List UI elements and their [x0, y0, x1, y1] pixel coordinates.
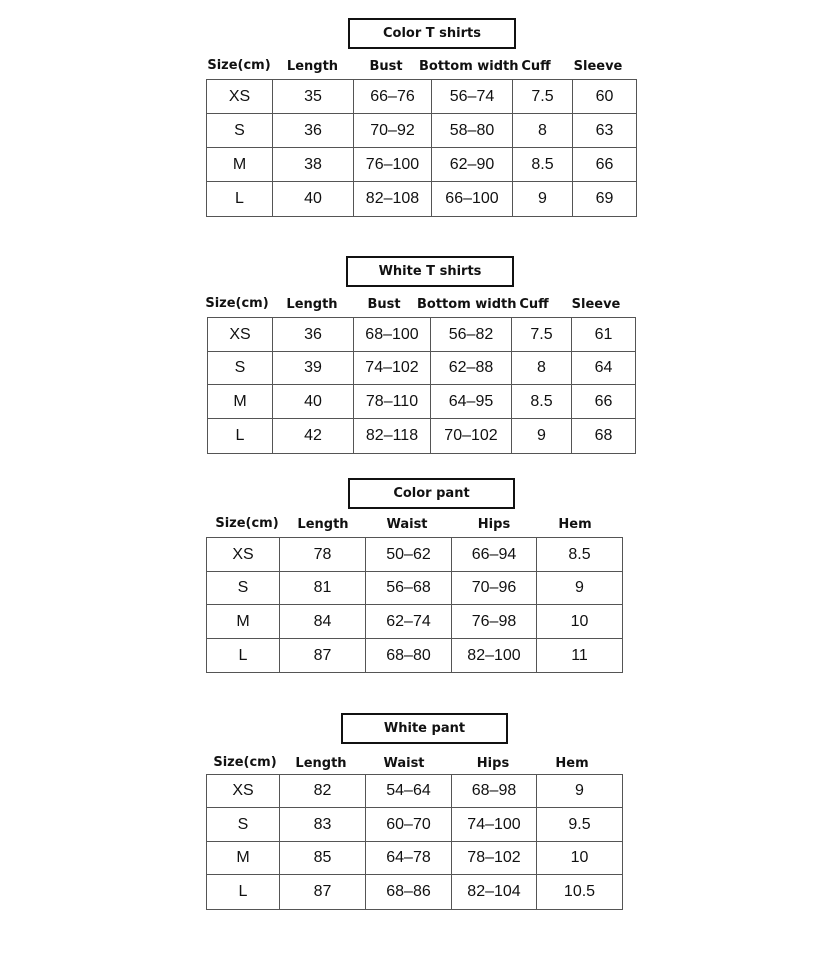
bust-cell: 74–102	[354, 352, 431, 385]
hips-cell: 82–100	[452, 639, 537, 673]
white-tshirts-header-bust: Bust	[367, 297, 401, 312]
white-pant-title: White pant	[341, 713, 508, 744]
size-cell: S	[208, 352, 273, 385]
size-cell: XS	[207, 538, 280, 572]
table-row	[207, 808, 623, 842]
length-cell: 36	[273, 114, 354, 148]
length-cell: 42	[273, 419, 354, 454]
table-row	[207, 538, 623, 572]
waist-cell: 64–78	[366, 842, 452, 875]
bottom-width-cell: 58–80	[432, 114, 513, 148]
table-row	[208, 352, 636, 385]
size-cell: XS	[207, 775, 280, 808]
waist-cell: 50–62	[366, 538, 452, 572]
waist-cell: 62–74	[366, 605, 452, 639]
length-cell: 35	[273, 80, 354, 114]
size-cell: M	[208, 385, 273, 419]
color-tshirts-title: Color T shirts	[348, 18, 516, 49]
hips-cell: 68–98	[452, 775, 537, 808]
hem-cell: 8.5	[537, 538, 623, 572]
length-cell: 40	[273, 182, 354, 217]
color-pant-table	[206, 537, 623, 673]
sleeve-cell: 64	[572, 352, 636, 385]
waist-cell: 60–70	[366, 808, 452, 842]
cuff-cell: 9	[512, 419, 572, 454]
hem-cell: 10	[537, 605, 623, 639]
sleeve-cell: 66	[573, 148, 637, 182]
color-pant-title: Color pant	[348, 478, 515, 509]
table-row	[207, 775, 623, 808]
cuff-cell: 7.5	[512, 318, 572, 352]
sleeve-cell: 69	[573, 182, 637, 217]
waist-cell: 54–64	[366, 775, 452, 808]
length-cell: 81	[280, 572, 366, 605]
cuff-cell: 8	[512, 352, 572, 385]
length-cell: 85	[280, 842, 366, 875]
table-row	[208, 419, 636, 454]
bust-cell: 82–118	[354, 419, 431, 454]
color-pant-header-length: Length	[297, 517, 349, 532]
color-pant-header-size: Size(cm)	[215, 516, 279, 531]
white-tshirts-header-length: Length	[286, 297, 338, 312]
bust-cell: 66–76	[354, 80, 432, 114]
color-tshirts-header-size: Size(cm)	[207, 58, 271, 73]
table-row	[208, 385, 636, 419]
table-row	[207, 639, 623, 673]
length-cell: 38	[273, 148, 354, 182]
size-cell: XS	[208, 318, 273, 352]
size-cell: L	[208, 419, 273, 454]
white-pant-header-hips: Hips	[476, 756, 510, 771]
cuff-cell: 7.5	[513, 80, 573, 114]
bottom-width-cell: 56–82	[431, 318, 512, 352]
size-cell: L	[207, 182, 273, 217]
white-tshirts-header-cuff: Cuff	[519, 297, 549, 312]
size-cell: M	[207, 148, 273, 182]
length-cell: 84	[280, 605, 366, 639]
bottom-width-cell: 70–102	[431, 419, 512, 454]
hem-cell: 9.5	[537, 808, 623, 842]
bust-cell: 70–92	[354, 114, 432, 148]
cuff-cell: 8.5	[513, 148, 573, 182]
size-cell: S	[207, 808, 280, 842]
hem-cell: 10	[537, 842, 623, 875]
table-row	[207, 605, 623, 639]
table-row	[207, 80, 637, 114]
sleeve-cell: 68	[572, 419, 636, 454]
bottom-width-cell: 66–100	[432, 182, 513, 217]
waist-cell: 68–80	[366, 639, 452, 673]
length-cell: 83	[280, 808, 366, 842]
white-tshirts-header-sleeve: Sleeve	[571, 297, 621, 312]
size-cell: M	[207, 842, 280, 875]
bust-cell: 82–108	[354, 182, 432, 217]
white-tshirts-table	[207, 317, 636, 454]
white-tshirts-header-size: Size(cm)	[205, 296, 269, 311]
size-cell: M	[207, 605, 280, 639]
white-tshirts-header-bottom-width: Bottom width	[417, 297, 517, 312]
white-pant-header-waist: Waist	[383, 756, 425, 771]
hem-cell: 9	[537, 775, 623, 808]
bottom-width-cell: 62–88	[431, 352, 512, 385]
length-cell: 82	[280, 775, 366, 808]
bust-cell: 76–100	[354, 148, 432, 182]
cuff-cell: 8.5	[512, 385, 572, 419]
color-pant-header-hem: Hem	[558, 517, 592, 532]
bottom-width-cell: 56–74	[432, 80, 513, 114]
white-pant-header-size: Size(cm)	[213, 755, 277, 770]
sleeve-cell: 61	[572, 318, 636, 352]
cuff-cell: 9	[513, 182, 573, 217]
length-cell: 87	[280, 875, 366, 910]
length-cell: 36	[273, 318, 354, 352]
size-cell: S	[207, 572, 280, 605]
hem-cell: 9	[537, 572, 623, 605]
color-tshirts-header-length: Length	[286, 59, 339, 74]
hips-cell: 78–102	[452, 842, 537, 875]
color-tshirts-header-bottom-width: Bottom width	[419, 59, 519, 74]
table-row	[207, 572, 623, 605]
color-pant-header-hips: Hips	[477, 517, 511, 532]
color-tshirts-table	[206, 79, 637, 217]
table-row	[208, 318, 636, 352]
length-cell: 40	[273, 385, 354, 419]
white-pant-header-hem: Hem	[555, 756, 589, 771]
table-row	[207, 114, 637, 148]
cuff-cell: 8	[513, 114, 573, 148]
hips-cell: 82–104	[452, 875, 537, 910]
sleeve-cell: 60	[573, 80, 637, 114]
sleeve-cell: 63	[573, 114, 637, 148]
color-tshirts-header-bust: Bust	[369, 59, 403, 74]
size-cell: XS	[207, 80, 273, 114]
size-cell: S	[207, 114, 273, 148]
color-tshirts-header-sleeve: Sleeve	[573, 59, 623, 74]
hips-cell: 66–94	[452, 538, 537, 572]
table-row	[207, 842, 623, 875]
length-cell: 39	[273, 352, 354, 385]
bust-cell: 68–100	[354, 318, 431, 352]
hem-cell: 11	[537, 639, 623, 673]
white-tshirts-title: White T shirts	[346, 256, 514, 287]
hips-cell: 76–98	[452, 605, 537, 639]
waist-cell: 56–68	[366, 572, 452, 605]
length-cell: 87	[280, 639, 366, 673]
bottom-width-cell: 62–90	[432, 148, 513, 182]
waist-cell: 68–86	[366, 875, 452, 910]
length-cell: 78	[280, 538, 366, 572]
white-pant-header-length: Length	[295, 756, 347, 771]
bottom-width-cell: 64–95	[431, 385, 512, 419]
table-row	[207, 875, 623, 910]
hem-cell: 10.5	[537, 875, 623, 910]
hips-cell: 70–96	[452, 572, 537, 605]
color-tshirts-header-cuff: Cuff	[521, 59, 551, 74]
color-pant-header-waist: Waist	[386, 517, 428, 532]
size-cell: L	[207, 875, 280, 910]
sleeve-cell: 66	[572, 385, 636, 419]
bust-cell: 78–110	[354, 385, 431, 419]
white-pant-table	[206, 774, 623, 910]
table-row	[207, 148, 637, 182]
size-cell: L	[207, 639, 280, 673]
hips-cell: 74–100	[452, 808, 537, 842]
table-row	[207, 182, 637, 217]
